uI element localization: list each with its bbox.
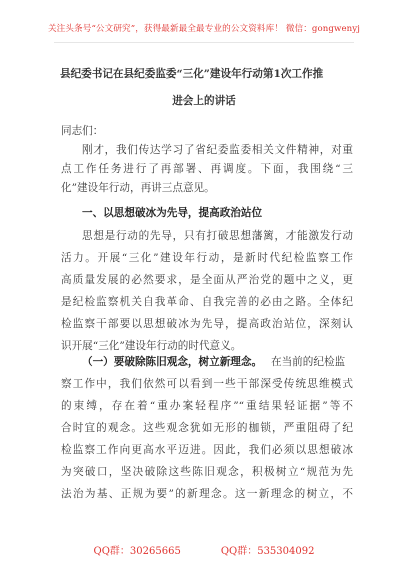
salutation: 同志们： bbox=[61, 125, 104, 137]
section-heading-1: 一、以思想破冰为先导，提高政治站位 bbox=[82, 207, 263, 219]
body-line: 高质量发展的必然要求，是全面从严治党的题中之义，更 bbox=[61, 274, 353, 286]
body-line: 法治为基、正规为要”的新理念。这一新理念的树立，不 bbox=[61, 488, 353, 500]
body-line: 检监察干部要以思想破冰为先导，提高政治站位，深刻认 bbox=[61, 318, 353, 330]
header-divider bbox=[54, 42, 354, 43]
subheading-1: （一）要破除陈旧观念，树立新理念。 bbox=[82, 356, 263, 368]
body-line: 识开展“三化”建设年行动的时代意义。 bbox=[61, 340, 242, 352]
body-line: 在当前的纪检监 bbox=[271, 356, 346, 368]
body-line: 察工作中，我们依然可以看到一些干部深受传统思维模式 bbox=[61, 378, 353, 390]
body-line: 刚才，我们传达学习了省纪委监委相关文件精神，对重 bbox=[82, 144, 353, 156]
body-line: 点工作任务进行了再部署、再调度。下面，我围绕“三 bbox=[61, 163, 353, 175]
document-title-line-1: 县纪委书记在县纪委监委“三化”建设年行动第1次工作推 bbox=[60, 68, 324, 80]
body-line: 活力。开展“三化”建设年行动，是新时代纪检监察工作 bbox=[61, 252, 353, 264]
footer-contact bbox=[0, 542, 408, 557]
body-line: 化”建设年行动，再讲三点意见。 bbox=[61, 182, 215, 194]
document-title-line-2: 进会上的讲话 bbox=[172, 95, 236, 107]
body-line: 为突破口，坚决破除这些陈旧观念，积极树立“规范为先 bbox=[61, 466, 353, 478]
body-line: 检监察工作向更高水平迈进。因此，我们必须以思想破冰 bbox=[61, 444, 353, 456]
body-line: 思想是行动的先导，只有打破思想藩篱，才能激发行动 bbox=[82, 230, 353, 242]
body-line: 合时宜的观念。这些观念犹如无形的枷锁，严重阻碍了纪 bbox=[61, 422, 353, 434]
qq-group-right: QQ群：535304092 bbox=[220, 546, 315, 557]
body-line: 的束缚，存在着“重办案轻程序”“重结果轻证据”等不 bbox=[61, 400, 353, 412]
qq-group-left: QQ群：30265665 bbox=[93, 546, 181, 557]
body-line: 是纪检监察机关自我革命、自我完善的必由之路。全体纪 bbox=[61, 296, 353, 308]
header-banner: 关注头条号“公文研究”，获得最新最全最专业的公文资料库！ 微信：gongwenyj bbox=[47, 24, 361, 34]
